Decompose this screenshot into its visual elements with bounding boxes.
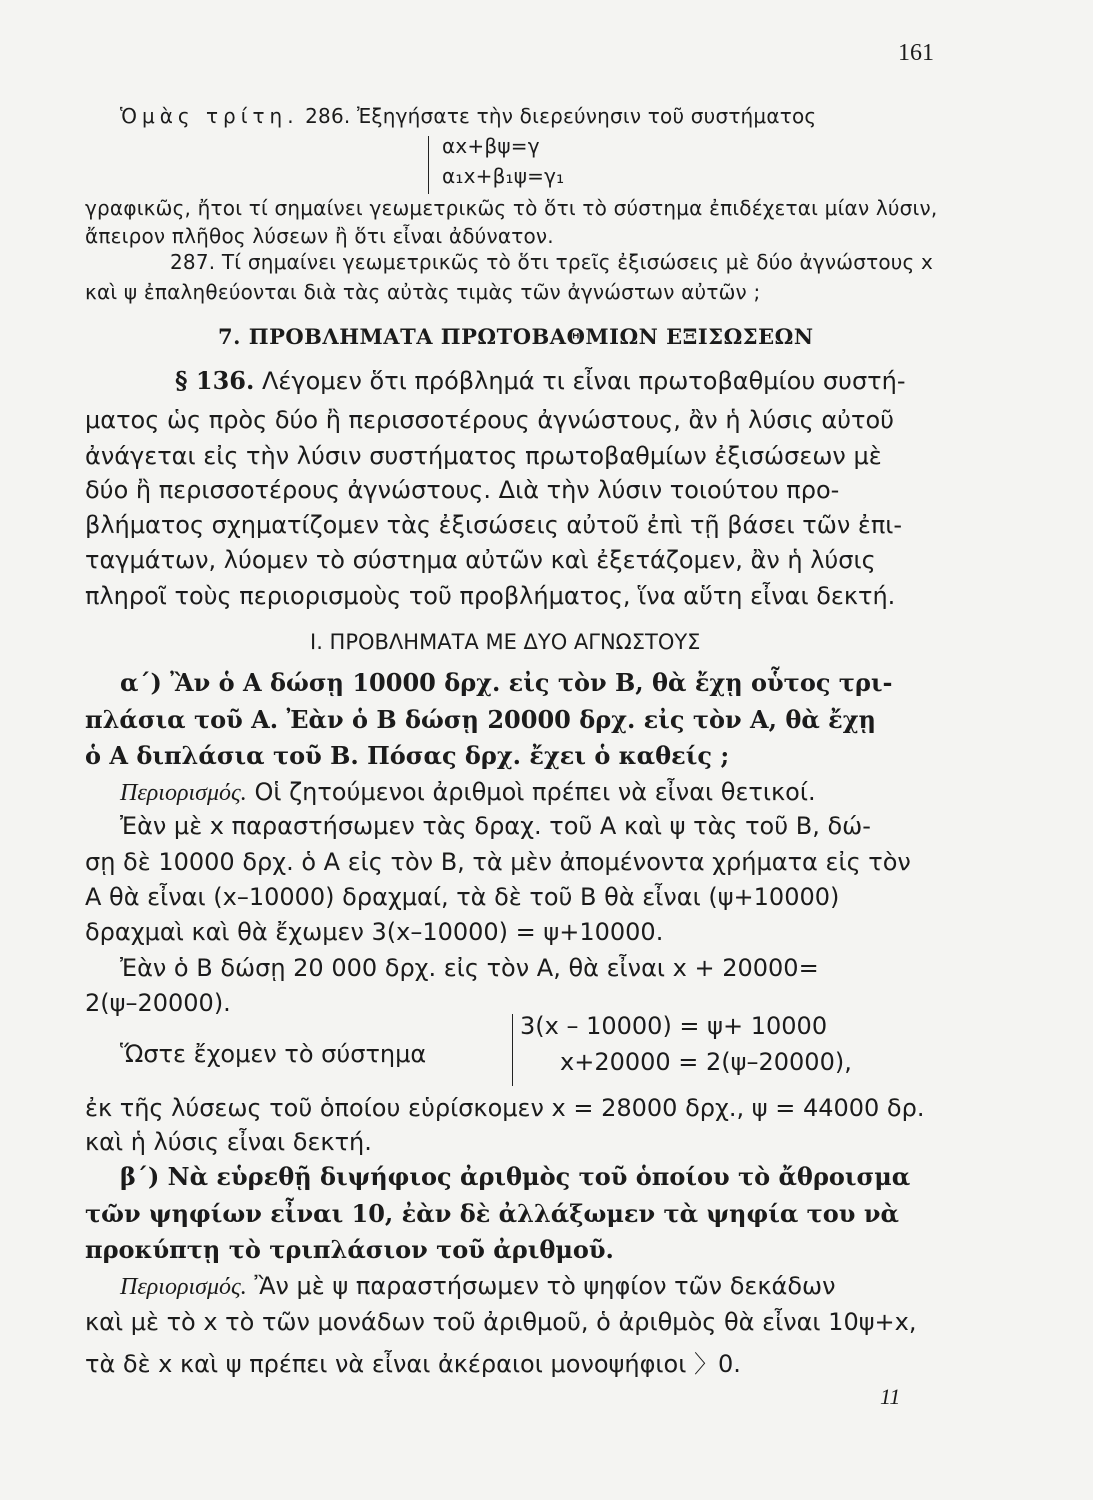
problem-b-line2: τῶν ψηφίων εἶναι 10, ἐὰν δὲ ἀλλάξωμεν τὰ ψηφία του νὰ (85, 1199, 899, 1228)
paragraph-136-line2: ματος ὡς πρὸς δύο ἢ περισσοτέρους ἀγνώστους, ἂν ἡ λύσις αὐτοῦ (85, 406, 895, 434)
subsection-title: Ι. ΠΡΟΒΛΗΜΑΤΑ ΜΕ ΔΥΟ ΑΓΝΩΣΤΟΥΣ (310, 630, 701, 654)
restriction-label: Περιορισμός. (120, 780, 247, 806)
problem-a-line1: α΄) Ἂν ὁ Α δώσῃ 10000 δρχ. εἰς τὸν Β, θὰ ἔχῃ οὗτος τρι- (120, 668, 893, 697)
group-heading: Ὁμὰς τρίτη. (120, 104, 299, 128)
exercise-286-line2: γραφικῶς, ἤτοι τί σημαίνει γεωμετρικῶς τὸ ὅτι τὸ σύστημα ἐπιδέχεται μίαν λύσιν, (85, 196, 938, 220)
problem-b-line4: καὶ μὲ τὸ x τὸ τῶν μονάδων τοῦ ἀριθμοῦ, ὁ ἀριθμὸς θὰ εἶναι 10ψ+x, (85, 1308, 917, 1336)
problem-a-line2: πλάσια τοῦ Α. Ἐὰν ὁ Β δώσῃ 20000 δρχ. εἰς τὸν Α, θὰ ἔχῃ (85, 705, 876, 734)
system-brace-a (512, 1014, 513, 1086)
solution-line1: Ἐὰν μὲ x παραστήσωμεν τὰς δραχ. τοῦ Α καὶ ψ τὰς τοῦ Β, δώ- (120, 812, 871, 840)
footer-signature: 11 (880, 1384, 901, 1409)
solution-line2: σῃ δὲ 10000 δρχ. ὁ Α εἰς τὸν Β, τὰ μὲν ἀπομένοντα χρήματα εἰς τὸν (85, 848, 911, 876)
exercise-286-line3: ἄπειρον πλῆθος λύσεων ἢ ὅτι εἶναι ἀδύνατον. (85, 224, 554, 248)
system-brace-286 (428, 136, 429, 194)
paragraph-number: § 136. (175, 366, 255, 395)
problem-b-line5: τὰ δὲ x καὶ ψ πρέπει νὰ εἶναι ἀκέραιοι μονοψήφιοι 〉0. (85, 1350, 741, 1378)
problem-b-line3: προκύπτῃ τὸ τριπλάσιον τοῦ ἀριθμοῦ. (85, 1235, 614, 1264)
solution-line6: 2(ψ–20000). (85, 989, 231, 1017)
system-eq1: 3(x – 10000) = ψ+ 10000 (520, 1012, 828, 1040)
problem-b-line1: β΄) Νὰ εὑρεθῇ διψήφιος ἀριθμὸς τοῦ ὁποίου τὸ ἄθροισμα (120, 1162, 911, 1191)
system-286-eq2: α₁x+β₁ψ=γ₁ (442, 164, 565, 188)
problem-a-restriction (120, 778, 816, 807)
solution-line5: Ἐὰν ὁ Β δώσῃ 20 000 δρχ. εἰς τὸν Α, θὰ εἶναι x + 20000= (120, 954, 819, 982)
system-286-eq1: αx+βψ=γ (442, 134, 540, 158)
restriction-text-b: Ἂν μὲ ψ παραστήσωμεν τὸ ψηφίον τῶν δεκάδων (254, 1272, 836, 1300)
solution-line4: δραχμαὶ καὶ θὰ ἔχωμεν 3(x–10000) = ψ+10000. (85, 918, 664, 946)
paragraph-136-line1 (175, 366, 905, 395)
result-line2: καὶ ἡ λύσις εἶναι δεκτή. (85, 1128, 372, 1156)
exercise-286-line1 (120, 104, 816, 128)
restriction-text: Οἱ ζητούμενοι ἀριθμοὶ πρέπει νὰ εἶναι θετικοί. (254, 778, 816, 806)
paragraph-136-line4: δύο ἢ περισσοτέρους ἀγνώστους. Διὰ τὴν λύσιν τοιούτου προ- (85, 476, 840, 504)
problem-a-line3: ὁ Α διπλάσια τοῦ Β. Πόσας δρχ. ἔχει ὁ καθείς ; (85, 741, 730, 770)
paragraph-136-line5: βλήματος σχηματίζομεν τὰς ἐξισώσεις αὐτοῦ ἐπὶ τῇ βάσει τῶν ἐπι- (85, 511, 903, 539)
system-intro: Ὥστε ἔχομεν τὸ σύστημα (120, 1040, 427, 1068)
paragraph-136-line3: ἀνάγεται εἰς τὴν λύσιν συστήματος πρωτοβαθμίων ἐξισώσεων μὲ (85, 442, 882, 470)
result-line1: ἐκ τῆς λύσεως τοῦ ὁποίου εὑρίσκομεν x = 28000 δρχ., ψ = 44000 δρ. (85, 1094, 925, 1122)
paragraph-136-text: Λέγομεν ὅτι πρόβλημά τι εἶναι πρωτοβαθμίου συστή- (262, 367, 906, 395)
exercise-287-line2: καὶ ψ ἐπαληθεύονται διὰ τὰς αὐτὰς τιμὰς τῶν ἀγνώστων αὐτῶν ; (85, 280, 761, 304)
section-title: 7. ΠΡΟΒΛΗΜΑΤΑ ΠΡΩΤΟΒΑΘΜΙΩΝ ΕΞΙΣΩΣΕΩΝ (218, 324, 814, 349)
system-eq2: x+20000 = 2(ψ–20000), (560, 1048, 852, 1076)
solution-line3: Α θὰ εἶναι (x–10000) δραχμαί, τὰ δὲ τοῦ Β θὰ εἶναι (ψ+10000) (85, 883, 840, 911)
paragraph-136-line6: ταγμάτων, λύομεν τὸ σύστημα αὐτῶν καὶ ἐξετάζομεν, ἂν ἡ λύσις (85, 546, 876, 574)
paragraph-136-line7: πληροῖ τοὺς περιορισμοὺς τοῦ προβλήματος, ἵνα αὕτη εἶναι δεκτή. (85, 582, 896, 610)
restriction-label-b: Περιορισμός. (120, 1274, 247, 1300)
page-number: 161 (898, 40, 934, 66)
problem-b-restriction (120, 1272, 836, 1301)
exercise-287-line1: 287. Τί σημαίνει γεωμετρικῶς τὸ ὅτι τρεῖς ἐξισώσεις μὲ δύο ἀγνώστους x (170, 250, 934, 274)
exercise-286-text: 286. Ἐξηγήσατε τὴν διερεύνησιν τοῦ συστήματος (305, 104, 817, 128)
